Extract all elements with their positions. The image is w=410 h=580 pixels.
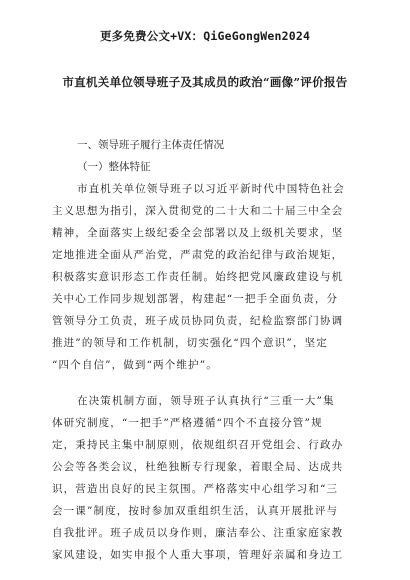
paragraph-line: 市直机关单位领导班子以习近平新时代中国特色社会 — [77, 183, 345, 195]
paragraph-line: 精神，全面落实上级纪委全会部署以及上级机关要求，坚 — [52, 227, 344, 239]
paragraph-decision-mechanism — [52, 390, 358, 566]
paragraph-line: 定地推进全面从严治党，严肃党的政治纪律与政治规矩， — [52, 249, 344, 261]
paragraph-line: 推进”的领导和工作机制，切实强化“四个意识”，坚定 — [52, 337, 328, 349]
paragraph-line: 家风建设，如实申报个人重大事项，管理好亲属和身边工 — [52, 549, 344, 561]
paragraph-line: 在决策机制方面，领导班子认真执行“三重一大”集 — [77, 395, 335, 407]
paragraph-line: 会一课”制度，按时参加双重组织生活，认真开展批评与 — [52, 505, 339, 517]
section-heading: 一、领导班子履行主体责任情况 — [77, 139, 224, 151]
paragraph-line: 体研究制度，“一把手”严格遵循“四个不直接分管”规 — [52, 417, 323, 429]
paragraph-gap — [52, 376, 358, 390]
paragraph-line: 关中心工作同步规划部署，构建起“一把手全面负责，分 — [52, 293, 339, 305]
paragraph-line: “四个自信”，做到“两个维护”。 — [52, 359, 218, 371]
paragraph-line: 主义思想为指引，深入贯彻党的二十大和二十届三中全会 — [52, 205, 344, 217]
subsection-heading: （一）整体特征 — [77, 161, 151, 173]
paragraph-line: 积极落实意识形态工作责任制。始终把党风廉政建设与机 — [52, 271, 344, 283]
paragraph-line: 识，营造出良好的民主氛围。严格落实中心组学习和“三 — [52, 483, 339, 495]
paragraph-line: 管领导分工负责，班子成员协同负责，纪检监察部门协调 — [52, 315, 344, 327]
promo-banner: 更多免费公文+VX：QiGeGongWen2024 — [99, 29, 311, 43]
paragraph-line: 公会等各类会议，杜绝独断专行现象，着眼全局、达成共 — [52, 461, 344, 473]
paragraph-line: 自我批评。班子成员以身作则，廉洁奉公、注重家庭家教 — [52, 527, 344, 539]
paragraph-line: 定，秉持民主集中制原则，依规组织召开党组会、行政办 — [52, 439, 344, 451]
paragraph-overall-features — [52, 178, 358, 376]
report-title: 市直机关单位领导班子及其成员的政治“画像”评价报告 — [62, 75, 348, 89]
